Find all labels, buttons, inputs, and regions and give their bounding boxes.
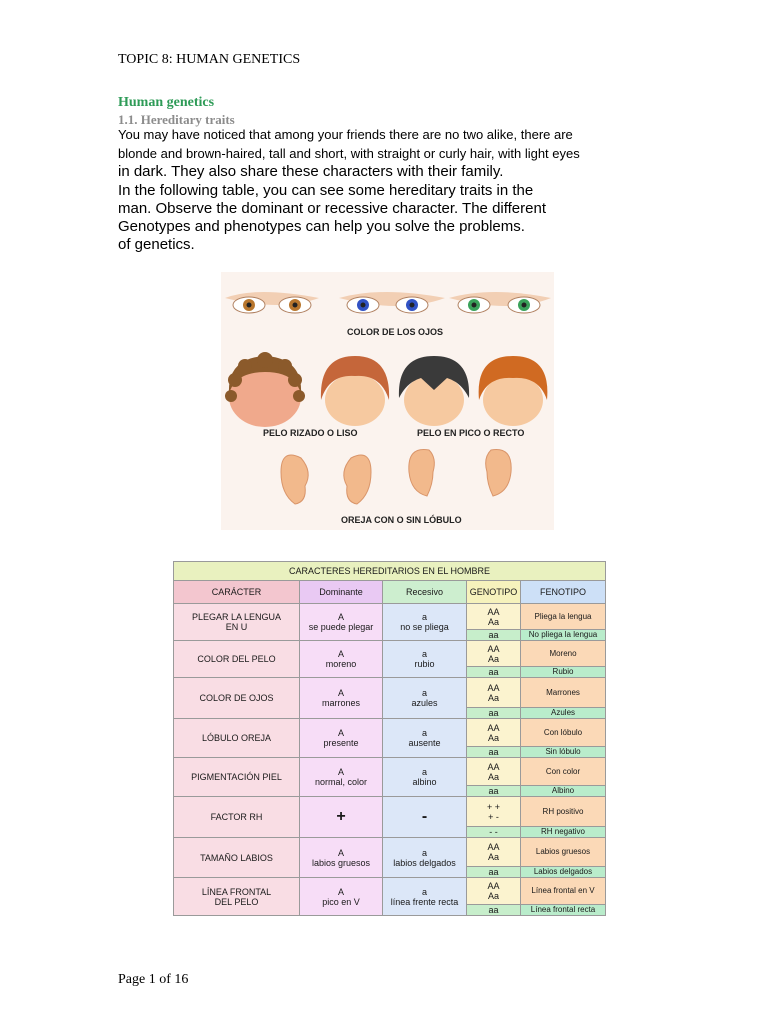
recessive-cell-line: a xyxy=(421,688,427,698)
hair-label-peak: PELO EN PICO O RECTO xyxy=(417,428,525,438)
table-row xyxy=(174,678,606,708)
dominant-cell xyxy=(300,641,383,678)
phenotype-recessive-cell: Labios delgados xyxy=(521,867,606,878)
recessive-cell-line: - xyxy=(421,808,428,825)
dominant-cell xyxy=(300,758,383,797)
recessive-cell xyxy=(383,719,467,758)
genotype-dominant-cell-line: + - xyxy=(488,811,499,822)
recessive-cell xyxy=(383,878,467,916)
phenotype-recessive-cell: Sin lóbulo xyxy=(521,747,606,758)
trait-name-cell-line: COLOR DE OJOS xyxy=(199,693,274,703)
genotype-dominant-cell xyxy=(467,719,521,747)
trait-name-cell-line: COLOR DEL PELO xyxy=(197,654,276,664)
genotype-dominant-cell xyxy=(467,878,521,905)
genotype-dominant-cell-line: AA xyxy=(487,643,500,654)
phenotype-dominant-cell: Con lóbulo xyxy=(521,719,606,747)
phenotype-recessive-cell: No pliega la lengua xyxy=(521,630,606,641)
genotype-dominant-cell-line: Aa xyxy=(487,616,499,627)
red-hair-head xyxy=(479,356,548,426)
dominant-cell xyxy=(300,604,383,641)
table-row xyxy=(174,758,606,786)
ear-label: OREJA CON O SIN LÓBULO xyxy=(341,515,462,525)
phenotype-dominant-cell: Labios gruesos xyxy=(521,838,606,867)
genotype-dominant-cell xyxy=(467,797,521,827)
genotype-recessive-cell: - - xyxy=(467,827,521,838)
trait-name-cell xyxy=(174,758,300,797)
dominant-cell xyxy=(300,678,383,719)
dominant-cell-line: A xyxy=(337,886,344,897)
recessive-cell-line: a xyxy=(421,612,427,622)
genotype-dominant-cell-line: Aa xyxy=(487,732,499,743)
phenotype-dominant-cell: Con color xyxy=(521,758,606,786)
paragraph-line: man. Observe the dominant or recessive character. The different xyxy=(118,200,546,217)
genotype-recessive-cell: aa xyxy=(467,786,521,797)
recessive-cell-line: a xyxy=(421,728,427,738)
recessive-cell xyxy=(383,604,467,641)
genotype-dominant-cell-line: + + xyxy=(486,801,500,812)
phenotype-recessive-cell: Línea frontal recta xyxy=(521,905,606,916)
dominant-cell-line: marrones xyxy=(321,698,360,708)
phenotype-dominant-cell: Moreno xyxy=(521,641,606,667)
trait-name-cell xyxy=(174,719,300,758)
table-row xyxy=(174,604,606,630)
genotype-dominant-cell-line: AA xyxy=(487,761,500,772)
trait-name-cell-line: LÍNEA FRONTAL xyxy=(201,886,272,897)
genotype-recessive-cell: aa xyxy=(467,630,521,641)
paragraph-line: Genotypes and phenotypes can help you solve the problems. xyxy=(118,218,525,235)
hereditary-traits-table xyxy=(173,561,605,915)
recessive-cell-line: ausente xyxy=(408,738,441,748)
paragraph-line: blonde and brown-haired, tall and short, with straight or curly hair, with light eyes xyxy=(118,146,580,161)
genotype-dominant-cell-line: AA xyxy=(487,682,500,693)
genotype-dominant-cell xyxy=(467,758,521,786)
genotype-recessive-cell: aa xyxy=(467,667,521,678)
trait-name-cell-line: TAMAÑO LABIOS xyxy=(200,852,273,863)
phenotype-recessive-cell: Rubio xyxy=(521,667,606,678)
recessive-cell-line: a xyxy=(421,886,427,897)
trait-name-cell xyxy=(174,797,300,838)
section-subheading: 1.1. Hereditary traits xyxy=(118,112,235,127)
recessive-cell-line: a xyxy=(421,847,427,858)
dominant-cell-line: + xyxy=(336,808,346,825)
dominant-cell xyxy=(300,838,383,878)
recessive-cell xyxy=(383,838,467,878)
recessive-cell xyxy=(383,641,467,678)
dominant-cell-line: A xyxy=(337,847,344,858)
genotype-dominant-cell-line: Aa xyxy=(487,891,499,901)
dominant-cell xyxy=(300,878,383,916)
recessive-cell-line: a xyxy=(421,767,427,777)
recessive-cell-line: azules xyxy=(411,698,438,708)
genotype-dominant-cell-line: Aa xyxy=(487,692,499,703)
column-header: FENOTIPO xyxy=(521,581,606,604)
genotype-dominant-cell xyxy=(467,678,521,708)
trait-name-cell xyxy=(174,878,300,916)
genotype-recessive-cell: aa xyxy=(467,867,521,878)
genotype-dominant-cell-line: AA xyxy=(487,722,500,733)
trait-name-cell-line: LÓBULO OREJA xyxy=(201,733,272,743)
dominant-cell-line: labios gruesos xyxy=(311,857,371,868)
paragraph-line: In the following table, you can see some hereditary traits in the xyxy=(118,182,534,199)
dominant-cell-line: moreno xyxy=(325,659,357,669)
genotype-dominant-cell-line: Aa xyxy=(487,771,499,782)
genotype-recessive-cell: aa xyxy=(467,905,521,916)
phenotype-dominant-cell: RH positivo xyxy=(521,797,606,827)
genotype-dominant-cell xyxy=(467,604,521,630)
hereditary-traits-illustration xyxy=(221,272,554,530)
genotype-dominant-cell-line: Aa xyxy=(487,852,499,862)
table-row xyxy=(174,838,606,867)
dominant-cell-line: A xyxy=(337,728,344,738)
genotype-recessive-cell: aa xyxy=(467,708,521,719)
phenotype-recessive-cell: Azules xyxy=(521,708,606,719)
recessive-cell-line: albino xyxy=(412,777,437,787)
trait-name-cell-line: FACTOR RH xyxy=(210,812,263,822)
page-number: Page 1 of 16 xyxy=(118,972,189,987)
trait-name-cell-line: DEL PELO xyxy=(214,896,259,907)
recessive-cell xyxy=(383,758,467,797)
eyes-label: COLOR DE LOS OJOS xyxy=(347,327,444,337)
dominant-cell-line: presente xyxy=(323,738,359,748)
phenotype-recessive-cell: RH negativo xyxy=(521,827,606,838)
genotype-dominant-cell-line: AA xyxy=(487,842,500,852)
recessive-cell-line: no se pliega xyxy=(400,622,449,632)
trait-name-cell-line: PIGMENTACIÓN PIEL xyxy=(191,772,282,782)
dominant-cell-line: A xyxy=(337,612,344,622)
dominant-cell xyxy=(300,797,383,838)
genotype-dominant-cell-line: AA xyxy=(487,606,500,617)
genotype-dominant-cell-line: Aa xyxy=(487,653,499,664)
dominant-cell-line: A xyxy=(337,649,344,659)
straight-hair-head xyxy=(321,356,389,426)
trait-name-cell xyxy=(174,641,300,678)
genotype-dominant-cell-line: AA xyxy=(487,881,500,891)
phenotype-dominant-cell: Línea frontal en V xyxy=(521,878,606,905)
dominant-cell xyxy=(300,719,383,758)
table-row xyxy=(174,719,606,747)
section-heading: Human genetics xyxy=(118,95,215,110)
dominant-cell-line: A xyxy=(337,688,344,698)
dominant-cell-line: se puede plegar xyxy=(308,622,374,632)
genotype-recessive-cell: aa xyxy=(467,747,521,758)
column-header: GENOTIPO xyxy=(467,581,521,604)
recessive-cell-line: a xyxy=(421,649,427,659)
column-header: Dominante xyxy=(300,581,383,604)
trait-name-cell-line: EN U xyxy=(225,622,248,632)
document-header: TOPIC 8: HUMAN GENETICS xyxy=(118,52,301,67)
trait-name-cell xyxy=(174,678,300,719)
column-header: CARÁCTER xyxy=(174,581,300,604)
dominant-cell-line: normal, color xyxy=(314,777,368,787)
genotype-dominant-cell xyxy=(467,641,521,667)
phenotype-dominant-cell: Marrones xyxy=(521,678,606,708)
genotype-dominant-cell xyxy=(467,838,521,867)
dominant-cell-line: pico en V xyxy=(322,896,360,907)
table-row xyxy=(174,797,606,827)
paragraph-line: You may have noticed that among your friends there are no two alike, there are xyxy=(118,127,573,142)
recessive-cell-line: labios delgados xyxy=(393,857,456,868)
recessive-cell-line: rubio xyxy=(414,659,435,669)
paragraph-line: of genetics. xyxy=(118,236,195,253)
hair-label-curly: PELO RIZADO O LISO xyxy=(263,428,358,438)
table-title: CARACTERES HEREDITARIOS EN EL HOMBRE xyxy=(174,562,606,581)
phenotype-recessive-cell: Albino xyxy=(521,786,606,797)
recessive-cell xyxy=(383,678,467,719)
column-header: Recesivo xyxy=(383,581,467,604)
dominant-cell-line: A xyxy=(337,767,344,777)
trait-name-cell xyxy=(174,838,300,878)
trait-name-cell xyxy=(174,604,300,641)
trait-name-cell-line: PLEGAR LA LENGUA xyxy=(191,612,282,622)
table-row xyxy=(174,641,606,667)
recessive-cell xyxy=(383,797,467,838)
phenotype-dominant-cell: Pliega la lengua xyxy=(521,604,606,630)
recessive-cell-line: línea frente recta xyxy=(390,896,459,907)
table-row xyxy=(174,878,606,905)
paragraph-line: in dark. They also share these characters with their family. xyxy=(118,163,504,180)
